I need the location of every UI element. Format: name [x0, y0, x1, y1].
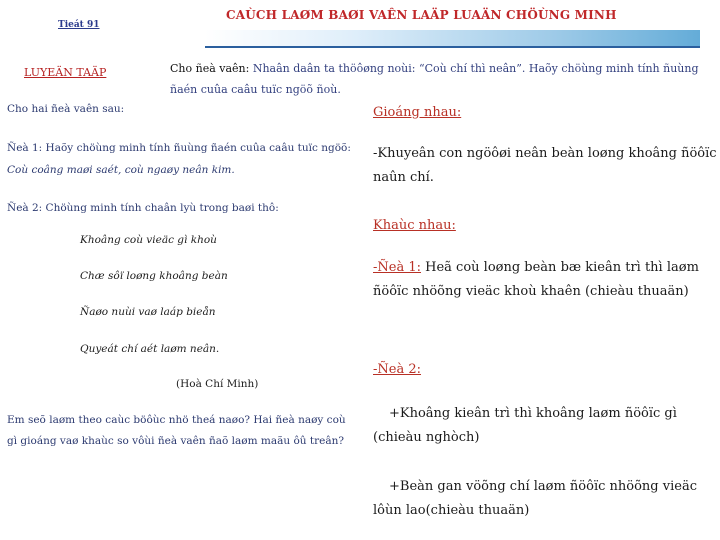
diff1-text: Heã coù loøng beàn bæ kieân trì thì laøm ñöôïc nhöõng vieäc khoù khaên (chieàu thuaän)	[373, 260, 699, 299]
diff2-point2	[373, 475, 718, 523]
diff-heading: Khaùc nhau:	[373, 218, 456, 233]
de1-text: Haõy chöùng minh tính ñuùng ñaén cuûa caâu tuïc ngöõ:	[42, 142, 351, 154]
de2-block	[7, 197, 352, 219]
title-decoration-bar	[205, 30, 700, 46]
diff2-point1	[373, 402, 718, 450]
left-prompt: Cho hai ñeà vaên sau:	[7, 103, 125, 115]
diff1-label: -Ñeà 1:	[373, 260, 421, 275]
poem-line: Chæ sôï loøng khoâng beàn	[80, 270, 228, 282]
lesson-number: Tieát 91	[58, 20, 100, 30]
de2-text: Chöùng minh tính chaân lyù trong baøi thô:	[42, 202, 279, 214]
poem-line: Quyeát chí aét laøm neân.	[80, 343, 220, 355]
diff2-label: -Ñeà 2:	[373, 362, 421, 377]
intro-topic	[170, 58, 718, 100]
title-underline	[205, 46, 700, 48]
intro-label: Cho ñeà vaên:	[170, 62, 250, 75]
intro-text: Nhaân daân ta thöôøng noùi: “Coù chí thì neân”. Haõy chöùng minh tính ñuùng ñaén cuûa caâu tuïc ngöõ ñoù.	[170, 62, 699, 96]
same-heading: Gioáng nhau:	[373, 105, 462, 120]
poem-line: Khoâng coù vieäc gì khoù	[80, 234, 217, 246]
diff2-point2-text: +Beàn gan vöõng chí laøm ñöôïc nhöõng vieäc lôùn lao(chieàu thuaän)	[373, 479, 697, 518]
left-question-text: Em seõ laøm theo caùc böôùc nhö theá naøo? Hai ñeà naøy coù gì gioáng vaø khaùc so vôùi ñeà vaên ñaõ laøm maãu ôû treân?	[7, 414, 346, 447]
diff1-block	[373, 256, 718, 304]
diff2-point1-text: +Khoâng kieân trì thì khoâng laøm ñöôïc gì (chieàu nghòch)	[373, 406, 677, 445]
de1-quote: Coù coâng maøi saét, coù ngaøy neân kim.	[7, 164, 235, 176]
section-heading: LUYEÄN TAÄP	[24, 66, 107, 79]
poem-line: Ñaøo nuùi vaø laáp bieån	[80, 306, 216, 318]
same-text: -Khuyeân con ngöôøi neân beàn loøng khoâng ñöôïc naûn chí.	[373, 146, 717, 185]
poem-author: (Hoà Chí Minh)	[176, 378, 259, 390]
de1-block	[7, 137, 352, 181]
page-title: CAÙCH LAØM BAØI VAÊN LAÄP LUAÄN CHÖÙNG MINH	[226, 8, 617, 22]
de2-label: Ñeà 2:	[7, 202, 43, 214]
de1-label: Ñeà 1:	[7, 142, 43, 154]
